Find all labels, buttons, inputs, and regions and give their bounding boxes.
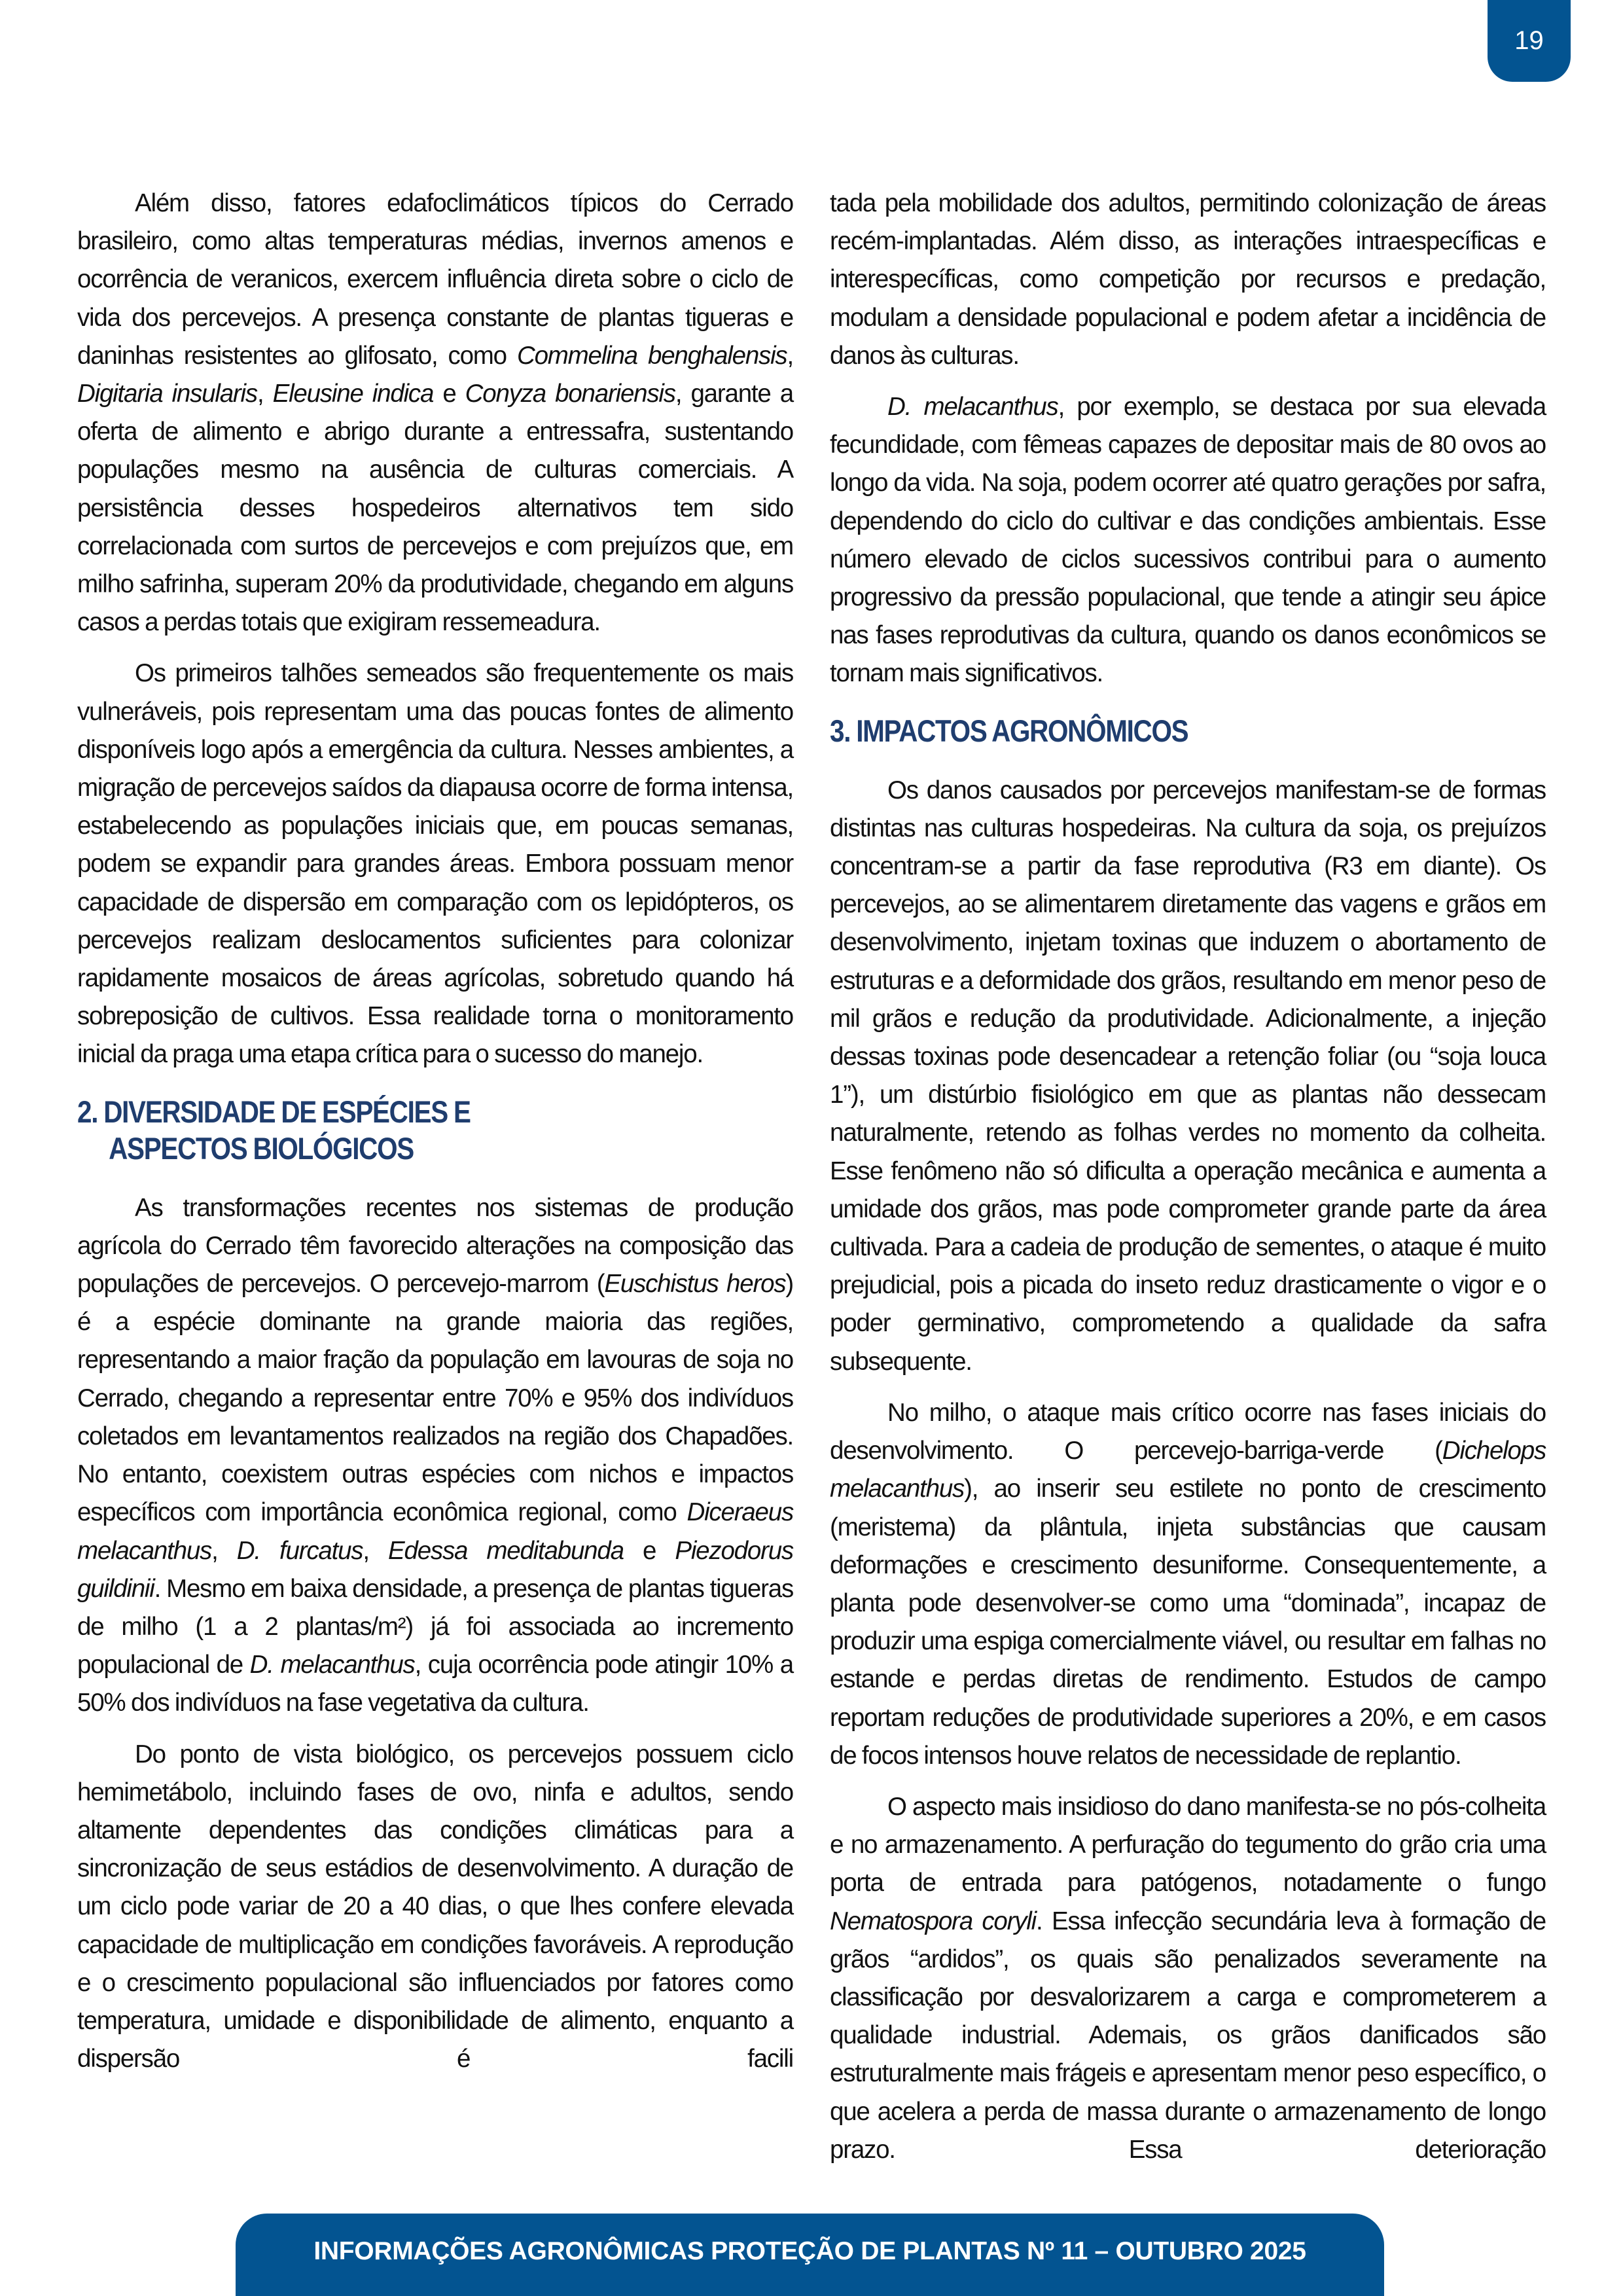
heading-line: 3. IMPACTOS AGRONÔMICOS <box>830 713 1188 748</box>
scientific-name: D. melacanthus <box>887 393 1058 422</box>
scientific-name: Digitaria insularis <box>77 380 257 408</box>
heading-line: 2. DIVERSIDADE DE ESPÉCIES E <box>77 1094 471 1129</box>
scientific-name: Conyza bonariensis <box>465 380 675 408</box>
paragraph: O aspecto mais insidioso do dano manifesta-se no pós-colheita e no armazenamento. A perfuração do tegumento do grão cria uma porta de entrada para patógenos, notadamente o fungo Nematospora coryli. Essa infecção secundária leva à formação de grãos “ardidos”, os quais são penalizados severamente na classificação por desvalorizarem a carga e comprometerem a qualidade industrial. Ademais, os grãos danificados são estruturalmente mais frágeis e apresentam menor peso específico, o que acelera a perda de massa durante o armazenamento de longo prazo. Essa deterioração <box>830 1792 1546 2164</box>
paragraph: As transformações recentes nos sistemas de produção agrícola do Cerrado têm favorecido alterações na composição das populações de percevejos. O percevejo-marrom (Euschistus heros) é a espécie dominante na grande maioria das regiões, representando a maior fração da população em lavouras de soja no Cerrado, chegando a representar entre 70% e 95% dos indivíduos coletados em levantamentos realizados na região dos Chapadões. No entanto, coexistem outras espécies com nichos e impactos específicos com importância econômica regional, como Diceraeus melacanthus, D. furcatus, Edessa meditabunda e Piezodorus guildinii. Mesmo em baixa densidade, a presença de plantas tigueras de milho (1 a 2 plantas/m²) já foi associada ao incremento populacional de D. melacanthus, cuja ocorrência pode atingir 10% a 50% dos indivíduos na fase vegetativa da cultura. <box>77 1193 793 1717</box>
section-heading-2 <box>77 1094 693 1167</box>
footer-bar <box>236 2214 1384 2296</box>
paragraph: D. melacanthus, por exemplo, se destaca por sua elevada fecundidade, com fêmeas capazes de depositar mais de 80 ovos ao longo da vida. Na soja, podem ocorrer até quatro gerações por safra, dependendo do ciclo do cultivar e das condições ambientais. Esse número elevado de ciclos sucessivos contribui para o aumento progressivo da pressão populacional, que tende a atingir seu ápice nas fases reprodutivas da cultura, quando os danos econômicos se tornam mais significativos. <box>830 393 1546 688</box>
paragraph: No milho, o ataque mais crítico ocorre nas fases iniciais do desenvolvimento. O percevejo-barriga-verde (Dichelops melacanthus), ao inserir seu estilete no ponto de crescimento (meristema) da plântula, injeta substâncias que causam deformações e crescimento desuniforme. Consequentemente, a planta pode desenvolver-se como uma “dominada”, incapaz de produzir uma espiga comercialmente viável, ou resultar em falhas no estande e perdas diretas de rendimento. Estudos de campo reportam reduções de produtividade superiores a 20%, e em casos de focos intensos houve relatos de necessidade de replantio. <box>830 1398 1546 1770</box>
page-number-tab <box>1488 0 1571 82</box>
scientific-name: Edessa meditabunda <box>388 1536 624 1565</box>
paragraph: Os primeiros talhões semeados são frequentemente os mais vulneráveis, pois representam uma das poucas fontes de alimento disponíveis logo após a emergência da cultura. Nesses ambientes, a migração de percevejos saídos da diapausa ocorre de forma intensa, estabelecendo as populações iniciais que, em poucas semanas, podem se expandir para grandes áreas. Embora possuam menor capacidade de dispersão em comparação com os lepidópteros, os percevejos realizam deslocamentos suficientes para colonizar rapidamente mosaicos de áreas agrícolas, sobretudo quando há sobreposição de cultivos. Essa realidade torna o monitoramento inicial da praga uma etapa crítica para o sucesso do manejo. <box>77 659 793 1069</box>
page-number: 19 <box>1514 26 1544 55</box>
paragraph: Os danos causados por percevejos manifestam-se de formas distintas nas culturas hospedeiras. Na cultura da soja, os prejuízos concentram-se a partir da fase reprodutiva (R3 em diante). Os percevejos, ao se alimentarem diretamente das vagens e grãos em desenvolvimento, injetam toxinas que induzem o abortamento de estruturas e a deformidade dos grãos, resultando em menor peso de mil grãos e redução da produtividade. Adicionalmente, a injeção dessas toxinas pode desencadear a retenção foliar (ou “soja louca 1”), um distúrbio fisiológico em que as plantas não dessecam naturalmente, retendo as folhas verdes no momento da colheita. Esse fenômeno não só dificulta a operação mecânica e aumenta a umidade dos grãos, mas pode comprometer grande parte da área cultivada. Para a cadeia de produção de sementes, o ataque é muito prejudicial, pois a picada do inseto reduz drasticamente o vigor e o poder germinativo, comprometendo a qualidade da safra subsequente. <box>830 776 1546 1376</box>
paragraph: tada pela mobilidade dos adultos, permitindo colonização de áreas recém-implantadas. Além disso, as interações intraespecíficas e interespecíficas, como competição por recursos e predação, modulam a densidade populacional e podem afetar a incidência de danos às culturas. <box>830 189 1546 370</box>
right-column <box>830 185 1546 2182</box>
heading-line: ASPECTOS BIOLÓGICOS <box>109 1130 414 1166</box>
section-heading-3 <box>830 713 1446 749</box>
footer-publication-title: INFORMAÇÕES AGRONÔMICAS PROTEÇÃO DE PLANTAS Nº 11 – OUTUBRO 2025 <box>313 2237 1306 2265</box>
scientific-name: Euschistus heros <box>604 1270 786 1299</box>
paragraph: Do ponto de vista biológico, os percevejos possuem ciclo hemimetábolo, incluindo fases de ovo, ninfa e adultos, sendo altamente dependentes das condições climáticas para a sincronização de seus estádios de desenvolvimento. A duração de um ciclo pode variar de 20 a 40 dias, o que lhes confere elevada capacidade de multiplicação em condições favoráveis. A reprodução e o crescimento populacional são influenciados por fatores como temperatura, umidade e disponibilidade de alimento, enquanto a dispersão é facili <box>77 1740 793 2073</box>
scientific-name: Dichelops melacanthus <box>830 1437 1546 1503</box>
scientific-name: Commelina benghalensis <box>516 341 787 370</box>
scientific-name: Nematospora coryli <box>830 1907 1037 1935</box>
paragraph: Além disso, fatores edafoclimáticos típicos do Cerrado brasileiro, como altas temperaturas médias, invernos amenos e ocorrência de veranicos, exercem influência direta sobre o ciclo de vida dos percevejos. A presença constante de plantas tigueras e daninhas resistentes ao glifosato, como Commelina benghalensis, Digitaria insularis, Eleusine indica e Conyza bonariensis, garante a oferta de alimento e abrigo durante a entressafra, sustentando populações mesmo na ausência de culturas comerciais. A persistência desses hospedeiros alternativos tem sido correlacionada com surtos de percevejos e com prejuízos que, em milho safrinha, superam 20% da produtividade, chegando em alguns casos a perdas totais que exigiram ressemeadura. <box>77 189 793 637</box>
scientific-name: Eleusine indica <box>272 380 434 408</box>
scientific-name: D. furcatus <box>236 1536 363 1565</box>
scientific-name: Diceraeus melacanthus <box>77 1498 793 1565</box>
left-column <box>77 185 793 2091</box>
scientific-name: D. melacanthus <box>249 1651 415 1679</box>
scientific-name: Piezodorus guildinii <box>77 1536 793 1603</box>
